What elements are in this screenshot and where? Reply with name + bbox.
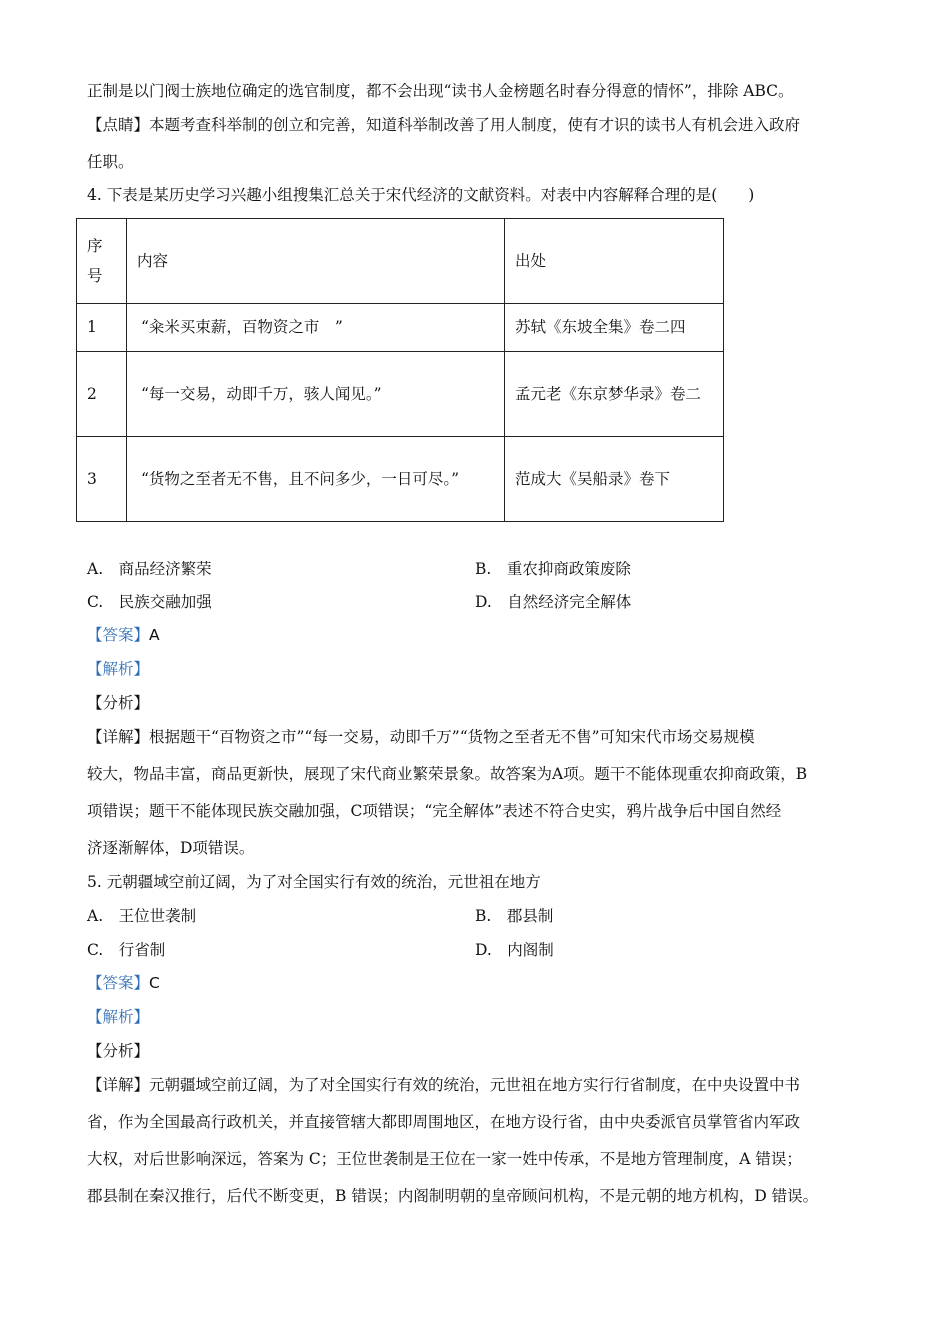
q5-stem: 5. 元朝疆域空前辽阔，为了对全国实行有效的统治，元世祖在地方 xyxy=(87,873,541,891)
xiangjie-tag: 【详解】 xyxy=(87,728,150,746)
q5-option-d: D. 内阁制 xyxy=(475,941,554,959)
header-content: 内容 xyxy=(127,219,505,304)
dianjing-tag: 【点睛】 xyxy=(87,116,150,134)
dianjing-line-1 xyxy=(87,115,870,135)
q5-xiangjie-line-4: 郡县制在秦汉推行，后代不断变更，B 错误；内阁制明朝的皇帝顾问机构，不是元朝的地方机构，D 错误。 xyxy=(87,1187,819,1205)
row-no: 1 xyxy=(77,304,127,352)
q4-xiangjie-line-3: 项错误；题干不能体现民族交融加强，C项错误；“完全解体”表述不符合史实，鸦片战争后中国自然经 xyxy=(87,802,782,820)
q4-xiangjie-line-2: 较大，物品丰富，商品更新快，展现了宋代商业繁荣景象。故答案为A项。题干不能体现重农抑商政策，B xyxy=(87,765,808,783)
q5-option-a: A. 王位世袭制 xyxy=(87,907,197,925)
table-row xyxy=(77,352,724,437)
q4-stem: 4. 下表是某历史学习兴趣小组搜集汇总关于宋代经济的文献资料。对表中内容解释合理的是( ) xyxy=(87,186,755,204)
q5-jiexi-tag: 【解析】 xyxy=(87,1008,150,1026)
q5-xiangjie-line-2: 省，作为全国最高行政机关，并直接管辖大都即周围地区，在地方设行省，由中央委派官员掌管省内军政 xyxy=(87,1113,801,1131)
row-content: “货物之至者无不售，且不问多少，一日可尽。” xyxy=(127,437,505,522)
q4-option-b: B. 重农抑商政策废除 xyxy=(475,560,631,578)
xiangjie-tag: 【详解】 xyxy=(87,1076,150,1094)
table-header-row xyxy=(77,219,724,304)
q4-source-table xyxy=(76,218,724,522)
row-source: 范成大《吴船录》卷下 xyxy=(505,437,724,522)
q5-xiangjie-line-1: 【详解】元朝疆域空前辽阔，为了对全国实行有效的统治，元世祖在地方实行行省制度，在中央设置中书 xyxy=(87,1076,801,1094)
row-source: 孟元老《东京梦华录》卷二 xyxy=(505,352,724,437)
q4-option-d: D. 自然经济完全解体 xyxy=(475,593,632,611)
q5-option-b: B. 郡县制 xyxy=(475,907,554,925)
q4-option-a: A. 商品经济繁荣 xyxy=(87,560,212,578)
q5-xiangjie-line-3: 大权，对后世影响深远，答案为 C；王位世袭制是王位在一家一姓中传承，不是地方管理制度，A 错误； xyxy=(87,1150,802,1168)
answer-value: C xyxy=(149,974,160,992)
q4-fenxi-tag: 【分析】 xyxy=(87,694,150,712)
answer-tag: 【答案】 xyxy=(87,974,150,992)
dianjing-line-2: 任职。 xyxy=(87,153,134,171)
header-source: 出处 xyxy=(505,219,724,304)
row-content: “籴米买束薪，百物资之市 ” xyxy=(127,304,505,352)
dianjing-text: 本题考查科举制的创立和完善，知道科举制改善了用人制度，使有才识的读书人有机会进入政府 xyxy=(149,116,801,134)
q4-xiangjie-line-1: 【详解】根据题干“百物资之市”“每一交易，动即千万”“货物之至者无不售”可知宋代市场交易规模 xyxy=(87,728,755,746)
q4-xiangjie-line-4: 济逐渐解体，D项错误。 xyxy=(87,839,255,857)
header-no: 序号 xyxy=(77,219,127,304)
row-source: 苏轼《东坡全集》卷二四 xyxy=(505,304,724,352)
table-row xyxy=(77,437,724,522)
q4-jiexi-tag: 【解析】 xyxy=(87,660,150,678)
prev-answer-text: 正制是以门阀士族地位确定的选官制度，都不会出现“读书人金榜题名时春分得意的情怀”，排除 ABC。 xyxy=(87,82,794,100)
q5-answer-line xyxy=(87,973,870,993)
q5-fenxi-tag: 【分析】 xyxy=(87,1042,150,1060)
answer-value: A xyxy=(149,626,160,644)
row-content: “每一交易，动即千万，骇人闻见。” xyxy=(127,352,505,437)
table-row xyxy=(77,304,724,352)
q5-option-c: C. 行省制 xyxy=(87,941,166,959)
row-no: 2 xyxy=(77,352,127,437)
q4-option-c: C. 民族交融加强 xyxy=(87,593,212,611)
row-no: 3 xyxy=(77,437,127,522)
answer-tag: 【答案】 xyxy=(87,626,150,644)
q4-answer-line xyxy=(87,625,870,645)
